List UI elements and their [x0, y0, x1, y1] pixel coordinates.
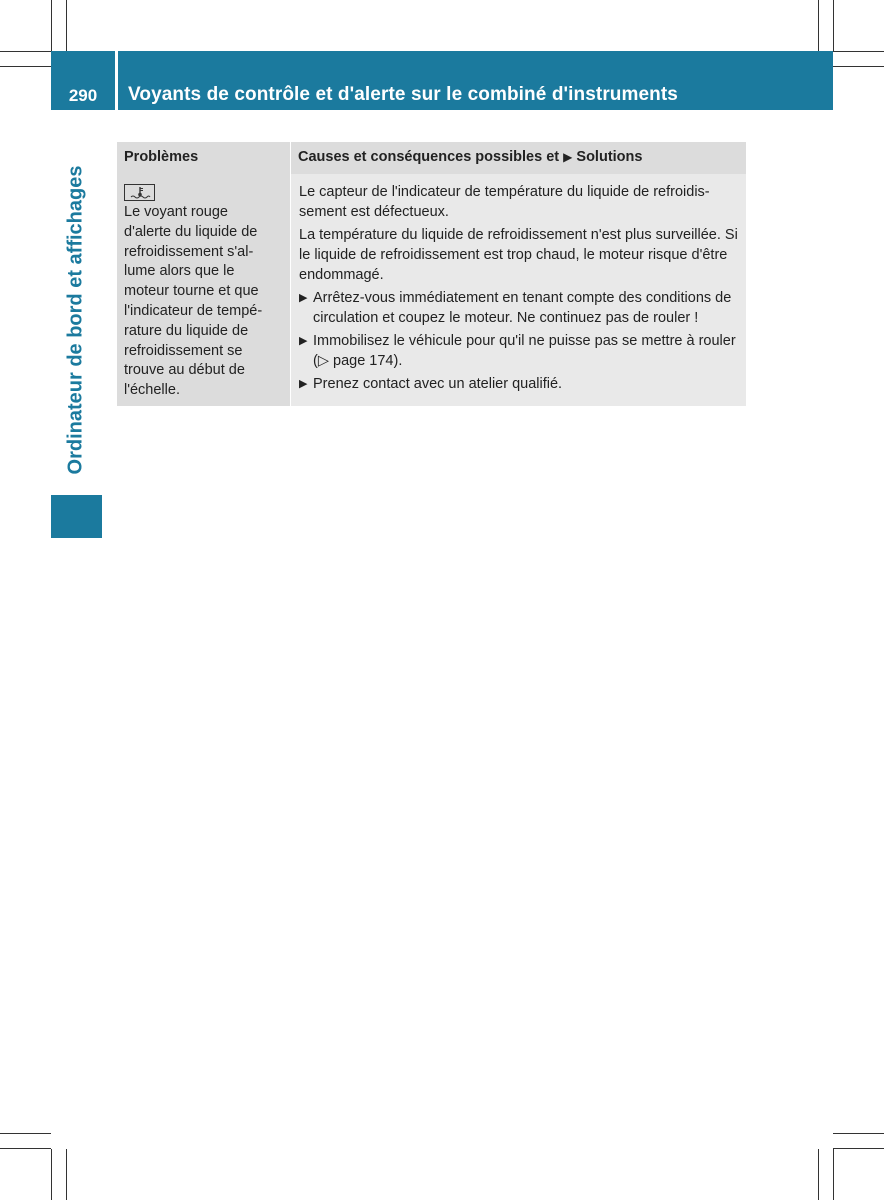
page-number: 290 — [68, 86, 98, 105]
crop-mark — [833, 51, 884, 52]
crop-mark — [66, 1149, 67, 1200]
problem-line: trouve au début de — [124, 362, 245, 379]
problem-line: Le voyant rouge — [124, 204, 228, 220]
crop-mark — [0, 66, 51, 67]
triangle-right-icon: ▶ — [299, 378, 308, 390]
header-divider — [115, 51, 118, 110]
column-header-causes — [290, 142, 746, 174]
problem-line: l'échelle. — [124, 382, 180, 399]
triangle-right-icon: ▶ — [563, 150, 573, 164]
problem-line: l'indicateur de tempé- — [124, 302, 263, 319]
solution-step — [299, 374, 740, 394]
crop-mark — [833, 1149, 834, 1200]
column-header-solutions-label: Solutions — [576, 149, 643, 165]
problem-line: refroidissement se — [124, 342, 243, 359]
crop-mark — [0, 51, 51, 52]
crop-mark — [51, 0, 52, 51]
chapter-tab-marker — [51, 495, 102, 538]
solution-text: Immobilisez le véhicule pour qu'il ne puisse pas se mettre à rouler (▷ page 174). — [313, 333, 736, 369]
problem-line: lume alors que le — [124, 263, 235, 280]
crop-mark — [833, 0, 834, 51]
crop-mark — [818, 0, 819, 51]
crop-mark — [818, 1149, 819, 1200]
crop-mark — [66, 0, 67, 51]
table-row — [117, 174, 746, 406]
problem-line: moteur tourne et que — [124, 283, 259, 300]
problem-cell — [117, 174, 290, 406]
solution-step — [299, 331, 740, 371]
table-header-row — [117, 142, 746, 174]
cause-paragraph: La température du liquide de refroidissement n'est plus surveillée. Si le liquide de refroidissement est trop chaud, le moteur risque d'être endommagé. — [299, 227, 738, 283]
column-header-causes-label: Causes et conséquences possibles et — [298, 149, 560, 165]
problem-line: d'alerte du liquide de — [124, 223, 258, 240]
solution-step — [299, 288, 740, 328]
crop-mark — [833, 1148, 884, 1149]
coolant-temperature-warning-icon — [124, 184, 155, 201]
page-title: Voyants de contrôle et d'alerte sur le combiné d'instruments — [128, 84, 678, 105]
triangle-right-icon: ▶ — [299, 335, 308, 347]
crop-mark — [0, 1148, 51, 1149]
problems-table — [117, 142, 746, 406]
column-header-problems: Problèmes — [124, 149, 199, 165]
crop-mark — [0, 1133, 51, 1134]
crop-mark — [833, 66, 884, 67]
crop-mark — [51, 1149, 52, 1200]
triangle-right-icon: ▶ — [299, 292, 308, 304]
solution-text: Prenez contact avec un atelier qualifié. — [313, 376, 563, 392]
solution-text: Arrêtez-vous immédiatement en tenant compte des conditions de circulation et coupez le moteur. Ne continuez pas de rouler ! — [313, 290, 732, 326]
cause-paragraph: Le capteur de l'indicateur de température du liquide de refroidis-sement est défectueux. — [299, 184, 710, 220]
crop-mark — [833, 1133, 884, 1134]
chapter-side-title: Ordinateur de bord et affichages — [64, 165, 87, 475]
problem-line: rature du liquide de — [124, 322, 249, 339]
causes-cell — [290, 174, 746, 406]
problem-line: refroidissement s'al- — [124, 243, 254, 260]
